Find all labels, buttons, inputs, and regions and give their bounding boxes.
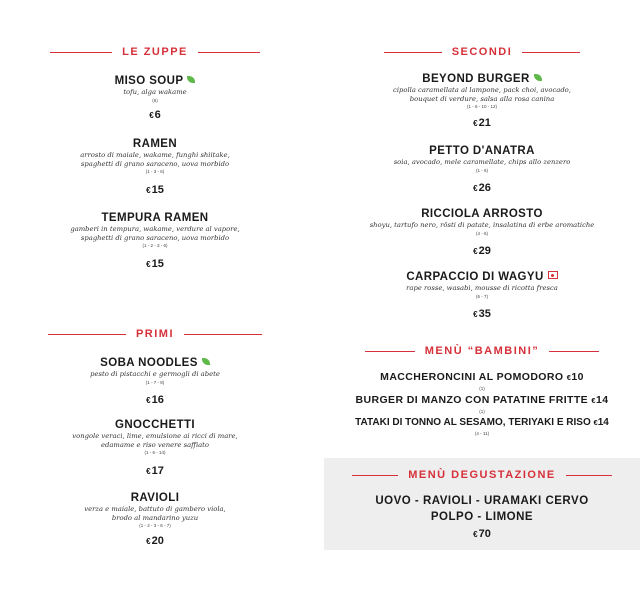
dish-name: TEMPURA RAMEN: [101, 212, 209, 224]
allergens: (4 - 6): [475, 230, 488, 236]
allergens: (1 - 3 - 6): [145, 169, 165, 174]
dish-description: spaghetti di grano saraceno, uova morbido: [80, 233, 230, 242]
section-title: PRIMI: [135, 328, 175, 340]
dish-name: BEYOND BURGER: [422, 73, 530, 85]
section-header-secondi: [324, 43, 640, 61]
dish-description: gamberi in tempura, wakame, verdure al vapore,: [70, 225, 240, 233]
tasting-courses-line: POLPO - LIMONE: [430, 511, 534, 523]
dish-description: rape rosse, wasabi, mousse di ricotta fresca: [406, 284, 558, 292]
dish-name: BURGER DI MANZO CON PATATINE FRITTE: [355, 394, 589, 406]
divider: [522, 52, 580, 53]
section-title: MENÙ “BAMBINI”: [424, 345, 540, 357]
dish-name: GNOCCHETTI: [114, 419, 196, 431]
divider: [549, 351, 599, 352]
allergens: (1 - 6 - 10 - 12): [466, 104, 497, 109]
allergens: (1): [479, 409, 485, 414]
dish-description: pesto di pistacchi e germogli di abete: [90, 370, 220, 378]
kids-item-maccheroncini: [324, 370, 640, 393]
tasting-courses-line: UOVO - RAVIOLI - URAMAKI CERVO: [375, 495, 589, 507]
section-header-degustazione: [324, 466, 640, 484]
menu-item-miso-soup: [20, 74, 290, 123]
price: €21: [473, 117, 491, 129]
dish-name: RAVIOLI: [130, 492, 180, 504]
dish-description: spaghetti di grano saraceno, uova morbido: [80, 159, 230, 168]
menu-item-ricciola-arrosto: [324, 207, 640, 259]
menu-item-petto-anatra: [324, 144, 640, 196]
tasting-menu-courses: [324, 493, 640, 542]
tasting-menu-band: [324, 458, 640, 550]
divider: [48, 334, 126, 335]
menu-item-carpaccio-wagyu: [324, 270, 640, 322]
price: €10: [566, 371, 584, 383]
price: €15: [146, 258, 164, 270]
allergens: (1 - 2 - 3 - 6 - 7): [139, 523, 171, 528]
allergens: (4 - 11): [474, 431, 490, 436]
allergens: (1): [479, 386, 485, 391]
menu-item-tempura-ramen: [20, 211, 290, 272]
allergens: (1 - 7 - 8): [145, 379, 165, 385]
divider: [50, 52, 112, 53]
allergens: (1 - 6 - 14): [144, 450, 166, 455]
section-title: MENÙ DEGUSTAZIONE: [408, 469, 556, 481]
dish-description: soia, avocado, mele caramellate, chips allo zenzero: [393, 158, 571, 166]
dish-name: TATAKI DI TONNO AL SESAMO, TERIYAKI E RISO: [355, 417, 591, 428]
price: €14: [591, 394, 609, 406]
price: €70: [473, 528, 491, 540]
dish-description: cipolla caramellata al lampone, pack choi, avocado,: [393, 86, 571, 94]
menu-item-beyond-burger: [324, 72, 640, 131]
divider: [384, 52, 442, 53]
price: €17: [146, 465, 164, 477]
dish-name: MACCHERONCINI AL POMODORO: [380, 371, 564, 383]
price: €35: [473, 307, 491, 320]
dish-description: vongole veraci, lime, emulsione ai ricci di mare,: [72, 432, 238, 440]
price: €16: [146, 393, 164, 406]
divider: [198, 52, 260, 53]
leaf-icon: [187, 76, 195, 83]
kids-item-tataki: [324, 416, 640, 438]
dish-description: verza e maiale, battuto di gambero viola,: [84, 505, 226, 513]
dish-name: SOBA NOODLES: [100, 357, 198, 369]
allergens: (6): [152, 97, 158, 103]
japan-flag-icon: [548, 271, 558, 279]
allergens: (6 - 7): [475, 293, 488, 299]
dish-description: shoyu, tartufo nero, rösti di patate, insalatina di erbe aromatiche: [369, 221, 595, 229]
section-header-primi: [20, 325, 290, 343]
divider: [352, 475, 398, 476]
dish-name: RAMEN: [132, 138, 178, 150]
dish-name: MISO SOUP: [114, 75, 184, 87]
price: €20: [146, 535, 164, 547]
divider: [184, 334, 262, 335]
section-header-bambini: [324, 342, 640, 360]
price: €15: [146, 184, 164, 196]
kids-item-burger: [324, 393, 640, 416]
dish-description: edamame e riso venere saffiato: [101, 440, 209, 449]
allergens: (1 - 6): [475, 167, 488, 173]
dish-name: CARPACCIO DI WAGYU: [406, 271, 544, 283]
section-title: LE ZUPPE: [122, 46, 188, 58]
price: €6: [149, 108, 161, 121]
divider: [566, 475, 612, 476]
price: €14: [593, 417, 609, 428]
dish-description: arrosto di maiale, wakame, funghi shiitake,: [80, 151, 230, 159]
section-header-zuppe: [20, 43, 290, 61]
dish-description: tofu, alga wakame: [123, 88, 187, 96]
leaf-icon: [534, 74, 542, 81]
menu-item-soba-noodles: [20, 356, 290, 408]
section-title: SECONDI: [451, 46, 513, 58]
leaf-icon: [202, 358, 210, 365]
dish-description: bouquet di verdure, salsa alla rosa canina: [409, 94, 555, 103]
price: €29: [473, 244, 491, 257]
divider: [365, 351, 415, 352]
price: €26: [473, 181, 491, 194]
dish-name: PETTO D'ANATRA: [429, 145, 535, 157]
allergens: (1 - 2 - 3 - 6): [142, 243, 168, 248]
menu-item-gnocchetti: [20, 418, 290, 479]
menu-item-ravioli: [20, 491, 290, 549]
menu-item-ramen: [20, 137, 290, 198]
dish-name: RICCIOLA ARROSTO: [421, 208, 543, 220]
dish-description: brodo al mandarino yuzu: [111, 513, 199, 522]
